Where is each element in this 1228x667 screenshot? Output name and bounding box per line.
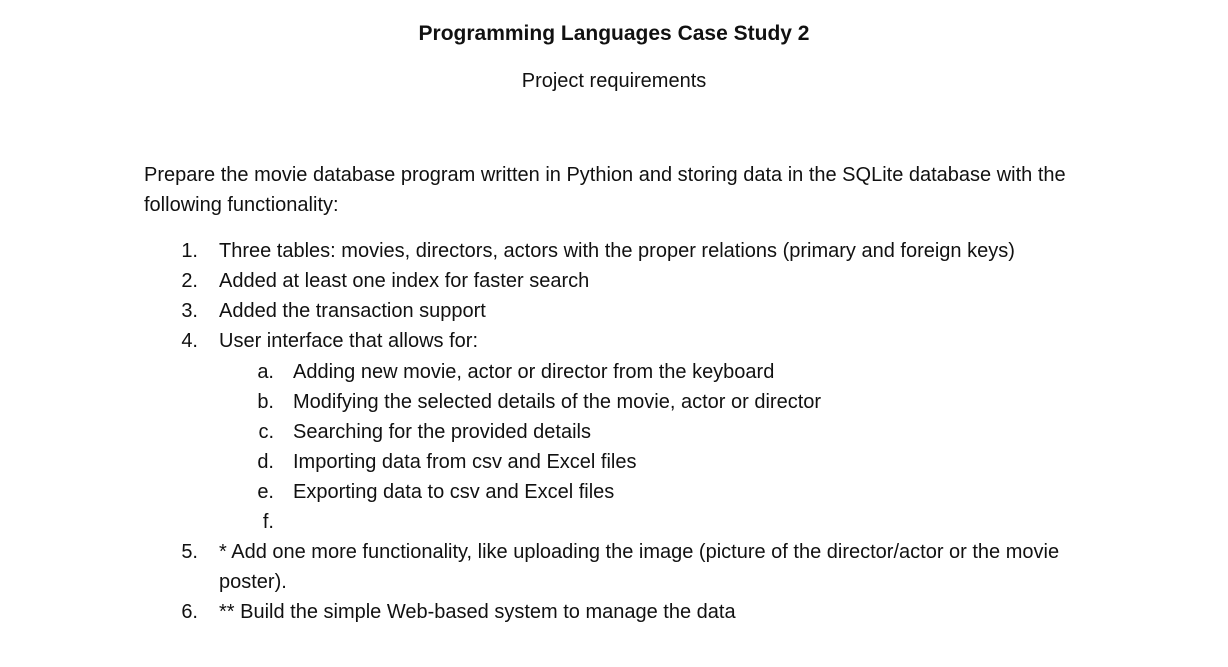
sub-list-item-text: Searching for the provided details (293, 421, 591, 443)
sub-list-item-text: Adding new movie, actor or director from the keyboard (293, 361, 775, 383)
sub-list-item-letter: c. (258, 421, 274, 443)
sub-list-item-text: Modifying the selected details of the movie, actor or director (293, 391, 822, 413)
list-item-number: 4. (181, 330, 198, 352)
list-item-text: Added the transaction support (219, 300, 486, 322)
list-item-text: Added at least one index for faster search (219, 270, 590, 292)
document-title: Programming Languages Case Study 2 (418, 22, 810, 45)
list-item-text: Three tables: movies, directors, actors with the proper relations (primary and foreign keys) (219, 240, 1015, 262)
list-item-number: 5. (181, 541, 198, 563)
list-item-text: ** Build the simple Web-based system to manage the data (219, 601, 736, 623)
intro-paragraph: Prepare the movie database program written in Pythion and storing data in the SQLite database with the following functionality: (144, 164, 1066, 216)
sub-list-item-letter: a. (257, 361, 274, 383)
list-item-number: 2. (181, 270, 198, 292)
list-item-number: 6. (181, 601, 198, 623)
document-subtitle: Project requirements (521, 70, 707, 92)
sub-list-item-text: Exporting data to csv and Excel files (293, 481, 615, 503)
sub-list-item-letter: e. (257, 481, 274, 503)
sub-list-item-letter: f. (262, 511, 274, 533)
list-item-text: User interface that allows for: (219, 330, 478, 352)
sub-list-item-text: Importing data from csv and Excel files (293, 451, 637, 473)
sub-list-item-letter: b. (257, 391, 274, 413)
list-item-number: 3. (181, 300, 198, 322)
list-item-number: 1. (181, 240, 198, 262)
sub-list-item-letter: d. (257, 451, 274, 473)
list-item-text: * Add one more functionality, like uploading the image (picture of the director/actor or the movie poster). (219, 541, 1060, 593)
